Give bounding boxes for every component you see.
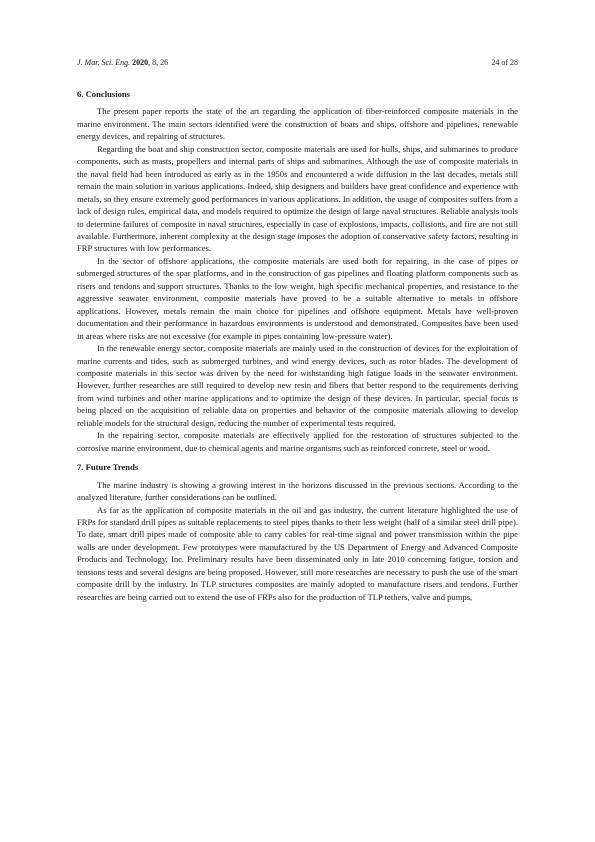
paragraph: The marine industry is showing a growing interest in the horizons discussed in the previous sections. According to the analyzed literature, further considerations can be outlined. (77, 479, 518, 503)
page-body (77, 88, 518, 603)
journal-name: J. Mar. Sci. Eng. (77, 58, 131, 67)
section-heading-conclusions: 6. Conclusions (77, 89, 131, 99)
running-header (77, 57, 518, 69)
journal-volume: , 8, 26 (148, 58, 169, 67)
paragraph: Regarding the boat and ship construction sector, composite materials are used for hulls, ships, and submarines to produce components, such as masts, propellers and internal parts of ships and submarines. Although the use of composite materials in the naval field had been introduced as early as in the 1950s and encountered a wide diffusion in the last decades, metals still remain the main solution in various applications. Indeed, ship designers and builders have great confidence and experience with metals, so they ensure extremely good performances in various applications. In addition, the usage of composites suffers from a lack of design rules, empirical data, and models required to optimize the design of large naval structures. Reliable analysis tools to determine failures of composite in naval structures, especially in case of explosions, impacts, collisions, and fire are not still available. Furthermore, inherent complexity at the design stage imposes the adoption of conservative safety factors, resulting in FRP structures with low performances. (77, 143, 518, 254)
paragraph: In the repairing sector, composite materials are effectively applied for the restoration of structures subjected to the corrosive marine environment, due to chemical agents and marine organisms such as reinforced concrete, steel or wood. (77, 430, 518, 453)
paragraph: As far as the application of composite materials in the oil and gas industry, the current literature highlighted the use of FRPs for standard drill pipes as suitable replacements to steel pipes thanks to their less weight (half of a similar steel drill pipe). To date, smart drill pipes made of composite able to carry cables for real-time signal and power transmission within the pipe walls are under development. Few prototypes were manufactured by the US Department of Energy and Advanced Composite Products and Technology, Inc. Preliminary results have been disseminated only in late 2010 concerning fatigue, torsion and tensions tests and several designs are being proposed. However, still more researches are necessary to push the use of the smart composite drill by the industry. In TLP structures composites are mainly adopted to manufacture risers and tendons. Further researches are being carried out to extend the use of FRPs also for the production of TLP tethers, valve and pumps, (77, 504, 518, 602)
journal-year: 2020 (132, 58, 149, 67)
paragraph: The present paper reports the state of the art regarding the application of fiber-reinforced composite materials in the marine environment. The main sectors identified were the construction of boats and ships, offshore and pipelines, renewable energy devices, and repairing of structures. (77, 106, 518, 142)
paragraph: In the renewable energy sector, composite materials are mainly used in the construction of devices for the exploitation of marine currents and tides, such as submerged turbines, and wind energy devices, such as rotor blades. The development of composite materials in this sector was driven by the need for withstanding high fatigue loads in the seawater environment. However, further researches are still required to develop new resin and fibers that better respond to the requirements deriving from wind turbines and other marine applications and to optimize the design of these devices. In particular, special focus is being placed on the acquisition of reliable data on properties and behavior of the composite materials allowing to develop reliable models for the structural design, reducing the number of experimental tests required. (77, 343, 518, 428)
journal-citation (77, 57, 168, 69)
paragraph: In the sector of offshore applications, the composite materials are used both for repairing, in the case of pipes or submerged structures of the spar platforms, and in the construction of gas pipelines and floating platform components such as risers and tendons and support structures. Thanks to the low weight, high specific mechanical properties, and resistance to the aggressive seawater environment, composite materials have proved to be a suitable alternative to metals in offshore applications. However, metals remain the main choice for pipelines and offshore equipment. Metals have well-proven documentation and their performance in hazardous environments is understood and demonstrated. Composites have been used in areas where risks are not excessive (for example in pipes containing low-pressure water). (77, 255, 518, 341)
page-number: 24 of 28 (491, 58, 518, 67)
section-heading-future-trends: 7. Future Trends (77, 462, 139, 473)
